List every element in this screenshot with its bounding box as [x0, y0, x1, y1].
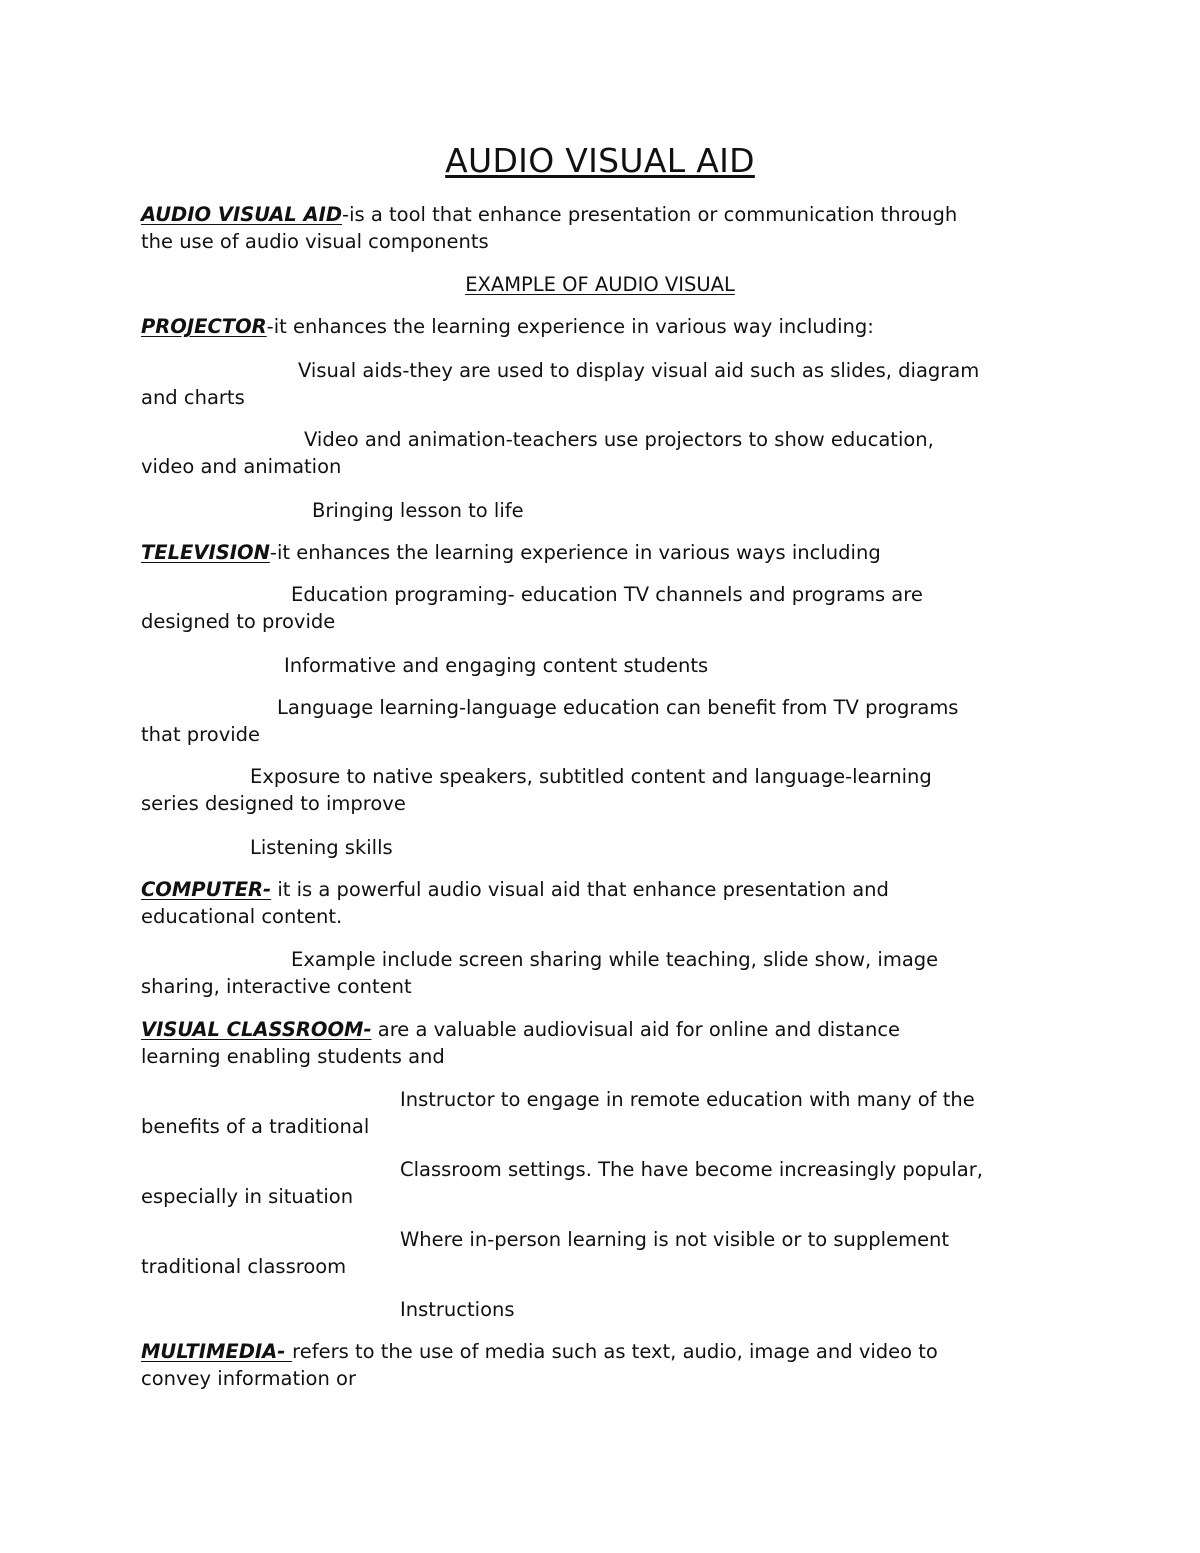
visual-classroom-settings-line1: Classroom settings. The have become increasingly popular, — [400, 1158, 983, 1181]
visual-classroom-instructions — [141, 1296, 1071, 1323]
computer-paragraph — [141, 876, 1071, 930]
projector-visual-aids-line2: and charts — [141, 386, 245, 409]
computer-term: COMPUTER- — [141, 878, 272, 901]
visual-classroom-paragraph — [141, 1016, 1071, 1070]
television-informative-line: Informative and engaging content students — [284, 654, 709, 677]
visual-classroom-instructions-line: Instructions — [400, 1298, 515, 1321]
television-edu-prog — [141, 581, 1071, 635]
visual-classroom-text: are a valuable audiovisual aid for online and distance — [371, 1018, 901, 1041]
television-exposure — [141, 763, 1071, 817]
examples-heading: EXAMPLE OF AUDIO VISUAL — [465, 273, 735, 296]
projector-visual-aids — [141, 357, 1071, 411]
television-term: TELEVISION — [141, 541, 270, 564]
visual-classroom-where-line2: traditional classroom — [141, 1255, 347, 1278]
computer-example-line1: Example include screen sharing while teaching, slide show, image — [291, 948, 939, 971]
document-title: AUDIO VISUAL AID — [445, 141, 755, 180]
visual-classroom-instructor — [141, 1086, 1071, 1140]
intro-term: AUDIO VISUAL AID — [141, 203, 343, 226]
projector-video-line1: Video and animation-teachers use projectors to show education, — [304, 428, 934, 451]
projector-paragraph — [141, 313, 1071, 340]
multimedia-term: MULTIMEDIA- — [141, 1340, 293, 1363]
visual-classroom-where-line1: Where in-person learning is not visible or to supplement — [400, 1228, 950, 1251]
television-edu-prog-line1: Education programing- education TV channels and programs are — [291, 583, 923, 606]
computer-text: it is a powerful audio visual aid that enhance presentation and — [271, 878, 889, 901]
visual-classroom-settings — [141, 1156, 1071, 1210]
multimedia-paragraph — [141, 1338, 1071, 1392]
intro-paragraph — [141, 201, 1071, 255]
intro-text-line2: the use of audio visual components — [141, 230, 489, 253]
television-listening-line: Listening skills — [250, 836, 393, 859]
projector-video-line2: video and animation — [141, 455, 342, 478]
projector-bringing-line: Bringing lesson to life — [312, 499, 524, 522]
television-paragraph — [141, 539, 1071, 566]
visual-classroom-text-line2: learning enabling students and — [141, 1045, 445, 1068]
visual-classroom-instructor-line2: benefits of a traditional — [141, 1115, 370, 1138]
television-informative — [141, 652, 1071, 679]
projector-visual-aids-line1: Visual aids-they are used to display visual aid such as slides, diagram — [298, 359, 980, 382]
visual-classroom-settings-line2: especially in situation — [141, 1185, 354, 1208]
television-exposure-line2: series designed to improve — [141, 792, 406, 815]
computer-text-line2: educational content. — [141, 905, 343, 928]
visual-classroom-where — [141, 1226, 1071, 1280]
television-exposure-line1: Exposure to native speakers, subtitled content and language-learning — [250, 765, 932, 788]
television-listening — [141, 834, 1071, 861]
intro-text: -is a tool that enhance presentation or communication through — [342, 203, 958, 226]
projector-video — [141, 426, 1071, 480]
projector-term: PROJECTOR — [141, 315, 267, 338]
television-language — [141, 694, 1071, 748]
television-edu-prog-line2: designed to provide — [141, 610, 336, 633]
television-text: -it enhances the learning experience in various ways including — [269, 541, 881, 564]
visual-classroom-term: VISUAL CLASSROOM- — [141, 1018, 372, 1041]
projector-bringing — [141, 497, 1071, 524]
television-language-line2: that provide — [141, 723, 261, 746]
multimedia-text: refers to the use of media such as text, audio, image and video to — [292, 1340, 938, 1363]
visual-classroom-instructor-line1: Instructor to engage in remote education with many of the — [400, 1088, 975, 1111]
multimedia-text-line2: convey information or — [141, 1367, 356, 1390]
television-language-line1: Language learning-language education can benefit from TV programs — [277, 696, 959, 719]
computer-example-line2: sharing, interactive content — [141, 975, 412, 998]
projector-text: -it enhances the learning experience in various way including: — [266, 315, 874, 338]
computer-example — [141, 946, 1071, 1000]
